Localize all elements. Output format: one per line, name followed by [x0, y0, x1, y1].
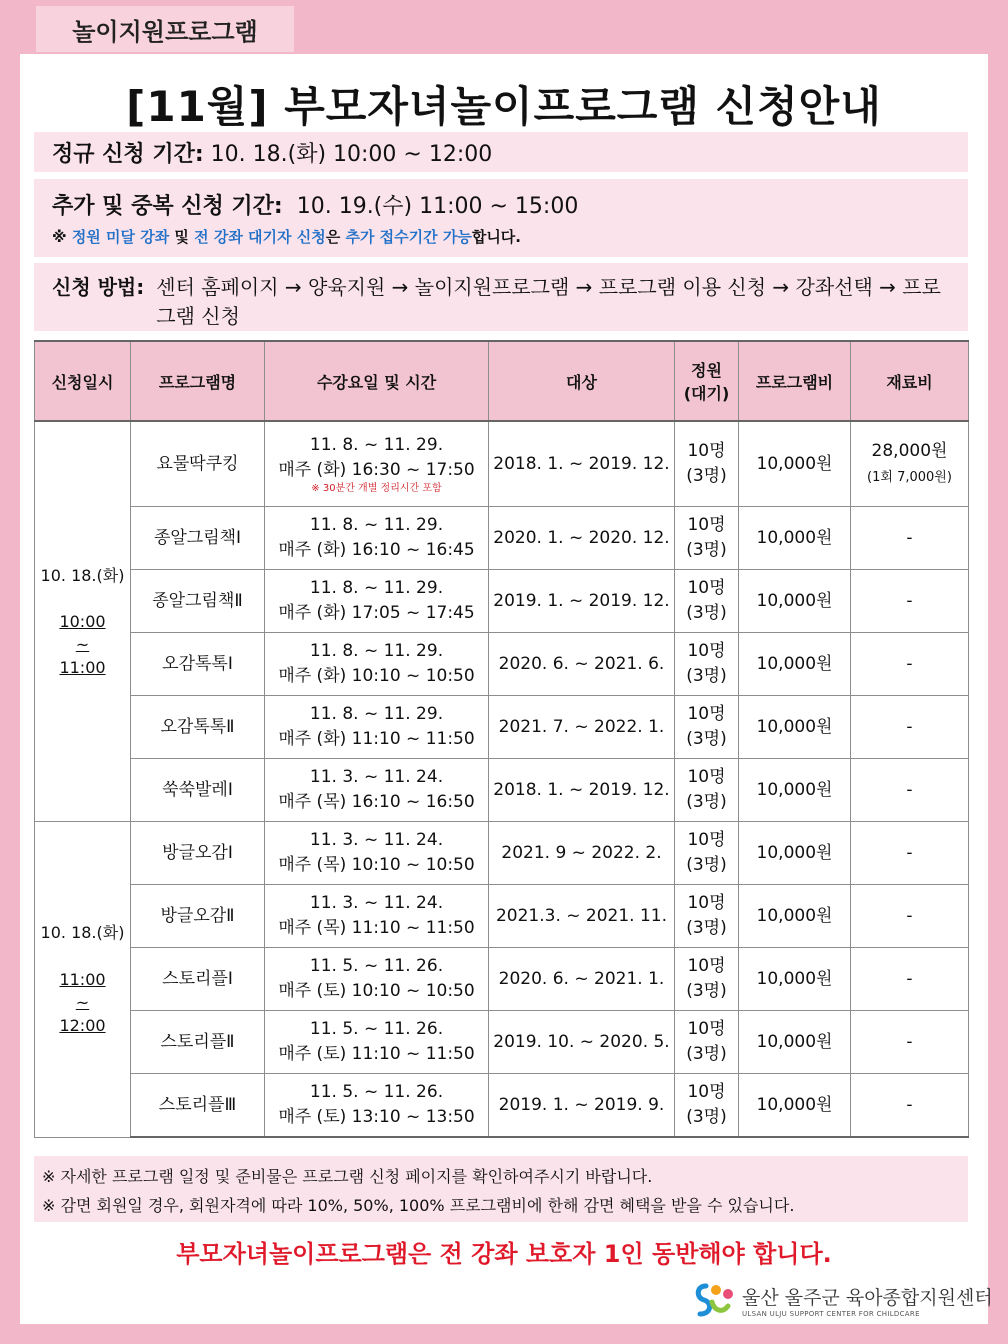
fee-cell: 10,000원 [739, 696, 851, 759]
apply-time-group-2: 10. 18.(화) 11:00 ~ 12:00 [35, 822, 131, 1138]
fee-cell: 10,000원 [739, 1011, 851, 1074]
program-name: 종알그림책Ⅰ [131, 507, 265, 570]
material-cell: 28,000원 (1회 7,000원) [851, 421, 969, 507]
table-header-row [35, 341, 969, 421]
material-cell: - [851, 696, 969, 759]
capacity-cell: 10명 (3명) [675, 885, 739, 948]
program-name: 스토리플Ⅰ [131, 948, 265, 1011]
fee-cell: 10,000원 [739, 948, 851, 1011]
target-cell: 2021. 7. ~ 2022. 1. [489, 696, 675, 759]
schedule-cell: 11. 8. ~ 11. 29. 매주 (화) 17:05 ~ 17:45 [265, 570, 489, 633]
header-material: 재료비 [851, 341, 969, 421]
schedule-cell: 11. 5. ~ 11. 26. 매주 (토) 11:10 ~ 11:50 [265, 1011, 489, 1074]
apply-time-group-1: 10. 18.(화) 10:00 ~ 11:00 [35, 421, 131, 822]
material-cell: - [851, 507, 969, 570]
table-row [35, 507, 969, 570]
fee-cell: 10,000원 [739, 1074, 851, 1138]
schedule-cell: 11. 3. ~ 11. 24. 매주 (목) 16:10 ~ 16:50 [265, 759, 489, 822]
program-name: 오감톡톡Ⅱ [131, 696, 265, 759]
capacity-cell: 10명 (3명) [675, 633, 739, 696]
fee-cell: 10,000원 [739, 759, 851, 822]
material-cell: - [851, 1074, 969, 1138]
material-cell: - [851, 570, 969, 633]
header-target: 대상 [489, 341, 675, 421]
table-row [35, 885, 969, 948]
center-name-ko: 울산 울주군 육아종합지원센터 [742, 1286, 993, 1309]
target-cell: 2021. 9 ~ 2022. 2. [489, 822, 675, 885]
material-cell: - [851, 885, 969, 948]
program-name: 스토리플Ⅲ [131, 1074, 265, 1138]
program-name: 종알그림책Ⅱ [131, 570, 265, 633]
capacity-cell: 10명 (3명) [675, 759, 739, 822]
table-row [35, 1074, 969, 1138]
capacity-cell: 10명 (3명) [675, 421, 739, 507]
guardian-warning: 부모자녀놀이프로그램은 전 강좌 보호자 1인 동반해야 합니다. [176, 1240, 832, 1268]
additional-period-value: 10. 19.(수) 11:00 ~ 15:00 [296, 194, 579, 219]
header-program: 프로그램명 [131, 341, 265, 421]
additional-note: ※ 정원 미달 강좌 및 전 강좌 대기자 신청은 추가 접수기간 가능합니다. [52, 228, 521, 246]
table-row [35, 633, 969, 696]
material-cell: - [851, 948, 969, 1011]
additional-period-box [34, 179, 968, 257]
page-title: [11월] 부모자녀놀이프로그램 신청안내 [126, 82, 882, 131]
header-schedule: 수강요일 및 시간 [265, 341, 489, 421]
schedule-cell: 11. 3. ~ 11. 24. 매주 (목) 11:10 ~ 11:50 [265, 885, 489, 948]
header-capacity: 정원 (대기) [675, 341, 739, 421]
program-name: 방글오감Ⅱ [131, 885, 265, 948]
additional-period-label: 추가 및 중복 신청 기간: [52, 194, 283, 219]
target-cell: 2020. 1. ~ 2020. 12. [489, 507, 675, 570]
category-tag: 놀이지원프로그램 [36, 6, 294, 52]
footnotes-box [34, 1156, 968, 1222]
material-cell: - [851, 822, 969, 885]
capacity-cell: 10명 (3명) [675, 1074, 739, 1138]
target-cell: 2019. 10. ~ 2020. 5. [489, 1011, 675, 1074]
footnote: ※ 감면 회원일 경우, 회원자격에 따라 10%, 50%, 100% 프로그램비에 한해 감면 혜택을 받을 수 있습니다. [42, 1196, 795, 1215]
fee-cell: 10,000원 [739, 633, 851, 696]
table-row [35, 696, 969, 759]
target-cell: 2018. 1. ~ 2019. 12. [489, 421, 675, 507]
regular-period-box [34, 132, 968, 172]
schedule-cell: 11. 3. ~ 11. 24. 매주 (목) 10:10 ~ 10:50 [265, 822, 489, 885]
header-fee: 프로그램비 [739, 341, 851, 421]
capacity-cell: 10명 (3명) [675, 948, 739, 1011]
schedule-cell: 11. 8. ~ 11. 29. 매주 (화) 16:10 ~ 16:45 [265, 507, 489, 570]
cleanup-note: ※ 30분간 개별 정리시간 포함 [311, 482, 442, 494]
target-cell: 2019. 1. ~ 2019. 12. [489, 570, 675, 633]
schedule-cell: 11. 8. ~ 11. 29. 매주 (화) 16:30 ~ 17:50 ※ 30분간 개별 정리시간 포함 [265, 421, 489, 507]
capacity-cell: 10명 (3명) [675, 570, 739, 633]
method-value: 센터 홈페이지 → 양육지원 → 놀이지원프로그램 → 프로그램 이용 신청 → 강좌선택 → 프로그램 신청 [156, 275, 941, 328]
target-cell: 2021.3. ~ 2021. 11. [489, 885, 675, 948]
fee-cell: 10,000원 [739, 885, 851, 948]
fee-cell: 10,000원 [739, 822, 851, 885]
program-name: 쑥쑥발레Ⅰ [131, 759, 265, 822]
method-box [34, 263, 968, 331]
schedule-cell: 11. 5. ~ 11. 26. 매주 (토) 13:10 ~ 13:50 [265, 1074, 489, 1138]
table-row [35, 759, 969, 822]
program-name: 요물딱쿠킹 [131, 421, 265, 507]
footnote: ※ 자세한 프로그램 일정 및 준비물은 프로그램 신청 페이지를 확인하여주시기 바랍니다. [42, 1167, 653, 1186]
capacity-cell: 10명 (3명) [675, 507, 739, 570]
note-highlight-undersubscribed: 정원 미달 강좌 [71, 228, 170, 246]
capacity-cell: 10명 (3명) [675, 696, 739, 759]
center-logo-icon [692, 1280, 736, 1320]
table-row [35, 1011, 969, 1074]
table-row [35, 421, 969, 507]
fee-cell: 10,000원 [739, 421, 851, 507]
note-highlight-extra-period: 추가 접수기간 가능 [345, 228, 472, 246]
material-cell: - [851, 633, 969, 696]
target-cell: 2019. 1. ~ 2019. 9. [489, 1074, 675, 1138]
table-row [35, 822, 969, 885]
fee-cell: 10,000원 [739, 570, 851, 633]
capacity-cell: 10명 (3명) [675, 822, 739, 885]
target-cell: 2018. 1. ~ 2019. 12. [489, 759, 675, 822]
center-name-en: ULSAN ULJU SUPPORT CENTER FOR CHILDCARE [742, 1309, 920, 1318]
table-row [35, 570, 969, 633]
regular-period-value: 10. 18.(화) 10:00 ~ 12:00 [210, 141, 493, 167]
program-name: 방글오감Ⅰ [131, 822, 265, 885]
notice-page [20, 54, 993, 1324]
regular-period-label: 정규 신청 기간: [52, 141, 204, 167]
program-name: 스토리플Ⅱ [131, 1011, 265, 1074]
table-row [35, 948, 969, 1011]
target-cell: 2020. 6. ~ 2021. 1. [489, 948, 675, 1011]
target-cell: 2020. 6. ~ 2021. 6. [489, 633, 675, 696]
method-label: 신청 방법: [52, 275, 145, 299]
program-name: 오감톡톡Ⅰ [131, 633, 265, 696]
material-cell: - [851, 1011, 969, 1074]
material-cell: - [851, 759, 969, 822]
schedule-cell: 11. 8. ~ 11. 29. 매주 (화) 10:10 ~ 10:50 [265, 633, 489, 696]
capacity-cell: 10명 (3명) [675, 1011, 739, 1074]
schedule-cell: 11. 8. ~ 11. 29. 매주 (화) 11:10 ~ 11:50 [265, 696, 489, 759]
program-table [34, 340, 969, 1138]
header-date: 신청일시 [35, 341, 131, 421]
schedule-cell: 11. 5. ~ 11. 26. 매주 (토) 10:10 ~ 10:50 [265, 948, 489, 1011]
fee-cell: 10,000원 [739, 507, 851, 570]
note-highlight-waitlist: 전 강좌 대기자 신청 [194, 228, 326, 246]
center-logo [692, 1278, 993, 1322]
